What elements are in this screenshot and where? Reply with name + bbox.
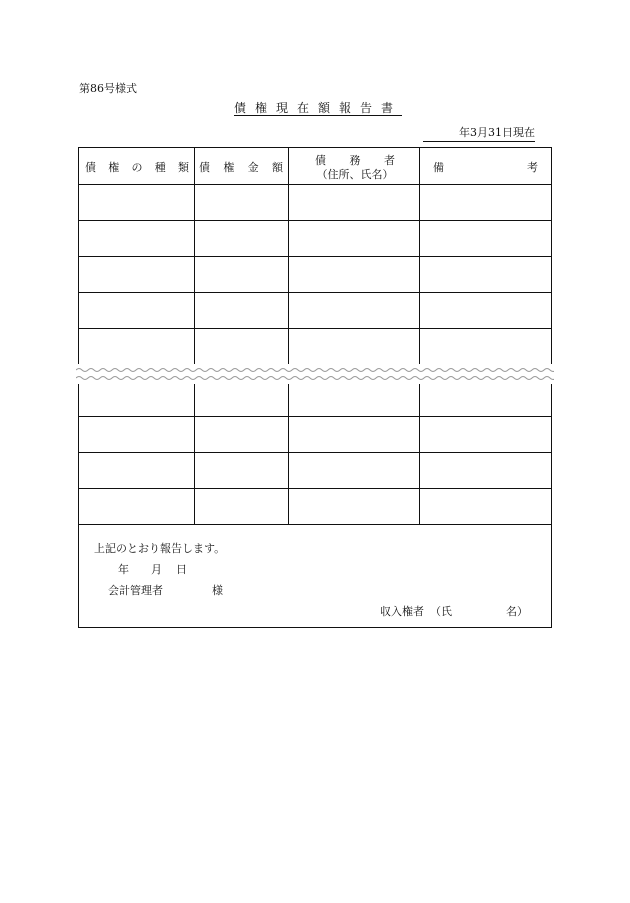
form-number: 第86号様式 xyxy=(79,82,137,95)
header-debtor-sub: （住所、氏名） xyxy=(316,168,394,181)
addressee-honorific: 様 xyxy=(212,584,223,597)
row-line xyxy=(78,452,552,453)
row-line xyxy=(78,488,552,489)
row-line xyxy=(78,256,552,257)
document-title-text: 債権現在額報告書 xyxy=(233,101,402,115)
header-claim-type xyxy=(85,159,189,175)
col-divider xyxy=(288,147,289,525)
addressee: 会計管理者 xyxy=(108,584,163,597)
table-break xyxy=(76,364,554,384)
statement-reported: 上記のとおり報告します。 xyxy=(94,542,226,555)
header-char: の xyxy=(131,161,143,174)
header-char: 債 xyxy=(199,161,210,174)
header-char: 考 xyxy=(527,161,538,174)
header-char: 権 xyxy=(223,161,235,174)
header-char: 債 xyxy=(85,161,96,174)
date-month: 月 xyxy=(151,563,162,576)
reporter-label: 収入権者 xyxy=(380,605,424,618)
reporter-name-open: （氏 xyxy=(430,605,452,618)
row-line xyxy=(78,184,552,185)
row-line xyxy=(78,292,552,293)
header-char: 種 xyxy=(154,161,166,174)
header-char: 類 xyxy=(178,161,189,174)
header-char: 額 xyxy=(271,161,283,174)
claims-table xyxy=(78,147,552,525)
header-char: 金 xyxy=(247,161,259,174)
col-divider xyxy=(194,147,195,525)
date-day: 日 xyxy=(176,563,187,576)
header-char: 者 xyxy=(384,154,395,167)
header-char: 権 xyxy=(108,161,120,174)
as-of-date: 年3月31日現在 xyxy=(423,124,535,142)
break-wave xyxy=(76,364,554,384)
date-year: 年 xyxy=(118,563,129,576)
header-char: 備 xyxy=(433,161,444,174)
header-remarks xyxy=(433,159,538,175)
header-char: 務 xyxy=(349,154,361,167)
row-line xyxy=(78,220,552,221)
header-claim-amount xyxy=(199,159,283,175)
header-char: 債 xyxy=(315,154,326,167)
row-line xyxy=(78,416,552,417)
col-divider xyxy=(419,147,420,525)
row-line xyxy=(78,524,552,525)
document-title xyxy=(0,99,630,116)
reporter-name-close: 名） xyxy=(506,605,528,618)
row-line xyxy=(78,328,552,329)
